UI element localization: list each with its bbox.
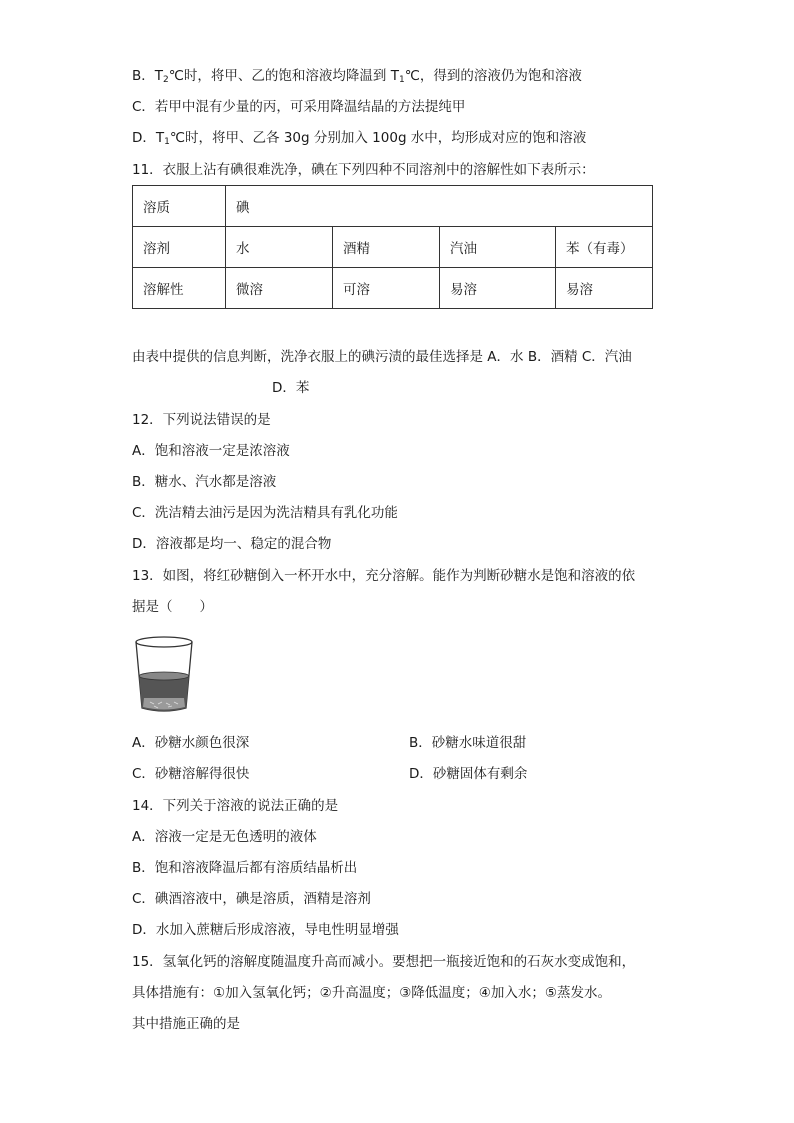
- q13-option-a: A．砂糖水颜色很深: [132, 735, 250, 751]
- table-row: [133, 227, 653, 268]
- solubility-table: [132, 185, 653, 309]
- q10-option-d: D．$T_1℃$时，将甲、乙各 30g 分别加入 100g 水中，均形成对应的饱和溶液: [132, 130, 587, 147]
- q11-option-d: D．苯: [272, 380, 310, 396]
- q12-option-d: D．溶液都是均一、稳定的混合物: [132, 536, 332, 552]
- table-cell: 碘: [226, 186, 653, 227]
- q15-stem: 15．氢氧化钙的溶解度随温度升高而减小。要想把一瓶接近饱和的石灰水变成饱和，: [132, 954, 636, 970]
- q13-stem-cont: 据是（ ）: [132, 599, 213, 615]
- q13-option-c: C．砂糖溶解得很快: [132, 766, 250, 782]
- table-cell: 易溶: [556, 268, 653, 309]
- table-cell: 可溶: [333, 268, 440, 309]
- table-cell: 易溶: [440, 268, 556, 309]
- q14-stem: 14．下列关于溶液的说法正确的是: [132, 798, 339, 814]
- q13-option-d: D．砂糖固体有剩余: [409, 766, 528, 782]
- table-cell: 汽油: [440, 227, 556, 268]
- q10-option-c: C．若甲中混有少量的丙，可采用降温结晶的方法提纯甲: [132, 99, 466, 115]
- table-cell: 溶剂: [133, 227, 226, 268]
- q15-measures: 具体措施有：①加入氢氧化钙；②升高温度；③降低温度；④加入水；⑤蒸发水。: [132, 985, 612, 1001]
- q14-option-a: A．溶液一定是无色透明的液体: [132, 829, 317, 845]
- q13-stem: 13．如图，将红砂糖倒入一杯开水中，充分溶解。能作为判断砂糖水是饱和溶液的依: [132, 568, 636, 584]
- q12-option-c: C．洗洁精去油污是因为洗洁精具有乳化功能: [132, 505, 398, 521]
- q12-option-a: A．饱和溶液一定是浓溶液: [132, 443, 290, 459]
- q15-question: 其中措施正确的是: [132, 1016, 240, 1032]
- q14-option-c: C．碘酒溶液中，碘是溶质，酒精是溶剂: [132, 891, 371, 907]
- table-row: [133, 186, 653, 227]
- q14-option-d: D．水加入蔗糖后形成溶液，导电性明显增强: [132, 922, 399, 938]
- table-cell: 酒精: [333, 227, 440, 268]
- q14-option-b: B．饱和溶液降温后都有溶质结晶析出: [132, 860, 358, 876]
- table-cell: 水: [226, 227, 333, 268]
- table-row: [133, 268, 653, 309]
- table-cell: 溶质: [133, 186, 226, 227]
- q10-option-b: B．$T_2℃$时，将甲、乙的饱和溶液均降温到 $T_1℃$，得到的溶液仍为饱和溶液: [132, 68, 582, 85]
- q11-followup: 由表中提供的信息判断，洗净衣服上的碘污渍的最佳选择是 A．水 B．酒精 C．汽油: [132, 349, 632, 365]
- q11-stem: 11．衣服上沾有碘很难洗净，碘在下列四种不同溶剂中的溶解性如下表所示：: [132, 162, 595, 178]
- table-cell: 溶解性: [133, 268, 226, 309]
- table-cell: 苯（有毒）: [556, 227, 653, 268]
- q13-option-b: B．砂糖水味道很甜: [409, 735, 527, 751]
- q12-option-b: B．糖水、汽水都是溶液: [132, 474, 277, 490]
- q12-stem: 12．下列说法错误的是: [132, 412, 271, 428]
- beaker-illustration: [134, 634, 194, 716]
- table-cell: 微溶: [226, 268, 333, 309]
